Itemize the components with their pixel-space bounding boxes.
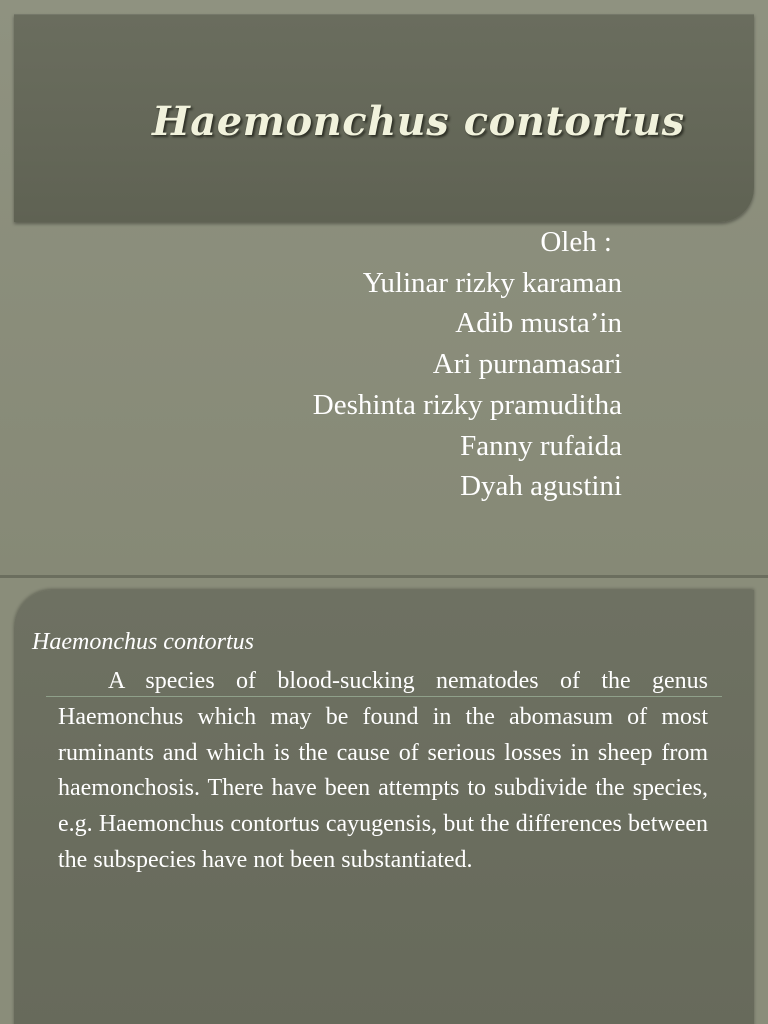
section-heading: Haemonchus contortus — [32, 629, 254, 655]
author-name: Yulinar rizky karaman — [362, 266, 622, 299]
author-name: Adib musta’in — [455, 307, 622, 340]
author-name: Ari purnamasari — [432, 348, 622, 381]
author-name: Deshinta rizky pramuditha — [312, 388, 622, 421]
slide-title: Haemonchus contortus — [152, 98, 685, 145]
author-name: Fanny rufaida — [460, 429, 622, 462]
author-intro: Oleh : — [540, 226, 612, 258]
author-name: Dyah agustini — [460, 470, 622, 503]
author-list — [313, 222, 622, 507]
body-paragraph: A species of blood-sucking nematodes of the genus Haemonchus which may be found in the abomasum of most ruminants and which is the cause of serious losses in sheep from haemonchosis. There have been attempts to subdivide the species, e.g. Haemonchus contortus cayugensis, but the differences between the subspecies have not been substantiated. — [58, 668, 708, 873]
